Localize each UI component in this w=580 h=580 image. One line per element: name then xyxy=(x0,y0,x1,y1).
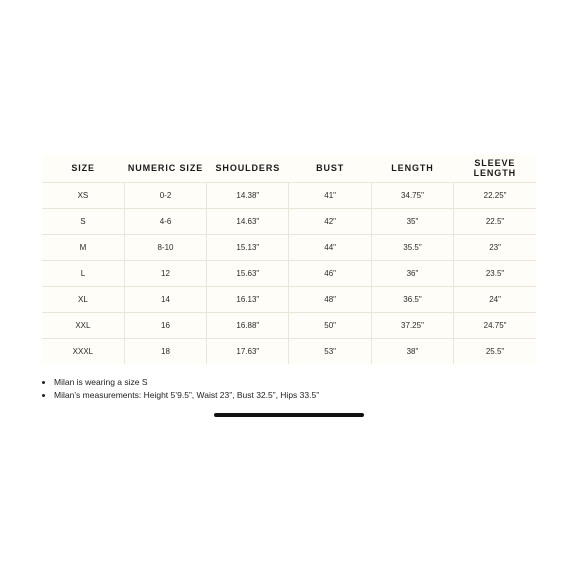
table-cell: 35" xyxy=(371,209,453,235)
model-notes xyxy=(40,376,319,402)
table-cell: 34.75" xyxy=(371,183,453,209)
table-cell: 14.63" xyxy=(207,209,289,235)
table-cell: 22.5" xyxy=(454,209,536,235)
table-cell: 0-2 xyxy=(124,183,206,209)
table-cell: 22.25" xyxy=(454,183,536,209)
table-cell: XL xyxy=(42,287,124,313)
column-header-length: LENGTH xyxy=(371,154,453,183)
table-cell: XXL xyxy=(42,313,124,339)
table-cell: 4-6 xyxy=(124,209,206,235)
table-cell: 16 xyxy=(124,313,206,339)
size-chart-table xyxy=(42,154,536,364)
table-cell: 18 xyxy=(124,339,206,365)
table-cell: 23" xyxy=(454,235,536,261)
table-cell: L xyxy=(42,261,124,287)
table-cell: 15.63" xyxy=(207,261,289,287)
table-cell: 44" xyxy=(289,235,371,261)
table-cell: 14 xyxy=(124,287,206,313)
table-cell: 35.5" xyxy=(371,235,453,261)
table-cell: 36.5" xyxy=(371,287,453,313)
table-cell: 14.38" xyxy=(207,183,289,209)
column-header-shoulders: SHOULDERS xyxy=(207,154,289,183)
table-cell: 46" xyxy=(289,261,371,287)
column-header-size: SIZE xyxy=(42,154,124,183)
table-cell: 16.13" xyxy=(207,287,289,313)
table-cell: 23.5" xyxy=(454,261,536,287)
table-cell: 24" xyxy=(454,287,536,313)
table-cell: XS xyxy=(42,183,124,209)
note-model-size: • Milan is wearing a size S xyxy=(54,376,319,389)
table-cell: 36" xyxy=(371,261,453,287)
column-header-numeric-size: NUMERIC SIZE xyxy=(124,154,206,183)
table-cell: 37.25" xyxy=(371,313,453,339)
table-cell: S xyxy=(42,209,124,235)
table-cell: 17.63" xyxy=(207,339,289,365)
size-chart-header-row xyxy=(42,154,536,183)
table-cell: 24.75" xyxy=(454,313,536,339)
table-cell: 50" xyxy=(289,313,371,339)
table-cell: 8-10 xyxy=(124,235,206,261)
table-cell: 38" xyxy=(371,339,453,365)
table-cell: 41" xyxy=(289,183,371,209)
table-row xyxy=(42,287,536,313)
table-cell: 12 xyxy=(124,261,206,287)
table-row xyxy=(42,183,536,209)
column-header-sleeve-length: SLEEVE LENGTH xyxy=(454,154,536,183)
table-row xyxy=(42,209,536,235)
home-indicator-bar[interactable] xyxy=(214,413,364,417)
table-cell: XXXL xyxy=(42,339,124,365)
table-cell: 16.88" xyxy=(207,313,289,339)
table-row xyxy=(42,261,536,287)
table-cell: 42" xyxy=(289,209,371,235)
table-row xyxy=(42,313,536,339)
table-cell: M xyxy=(42,235,124,261)
table-cell: 53" xyxy=(289,339,371,365)
table-cell: 15.13" xyxy=(207,235,289,261)
table-row xyxy=(42,235,536,261)
note-model-measurements: • Milan’s measurements: Height 5’9.5”, Waist 23”, Bust 32.5”, Hips 33.5” xyxy=(54,389,319,402)
column-header-bust: BUST xyxy=(289,154,371,183)
table-row xyxy=(42,339,536,365)
size-chart-body xyxy=(42,183,536,365)
table-cell: 48" xyxy=(289,287,371,313)
table-cell: 25.5" xyxy=(485,347,505,356)
